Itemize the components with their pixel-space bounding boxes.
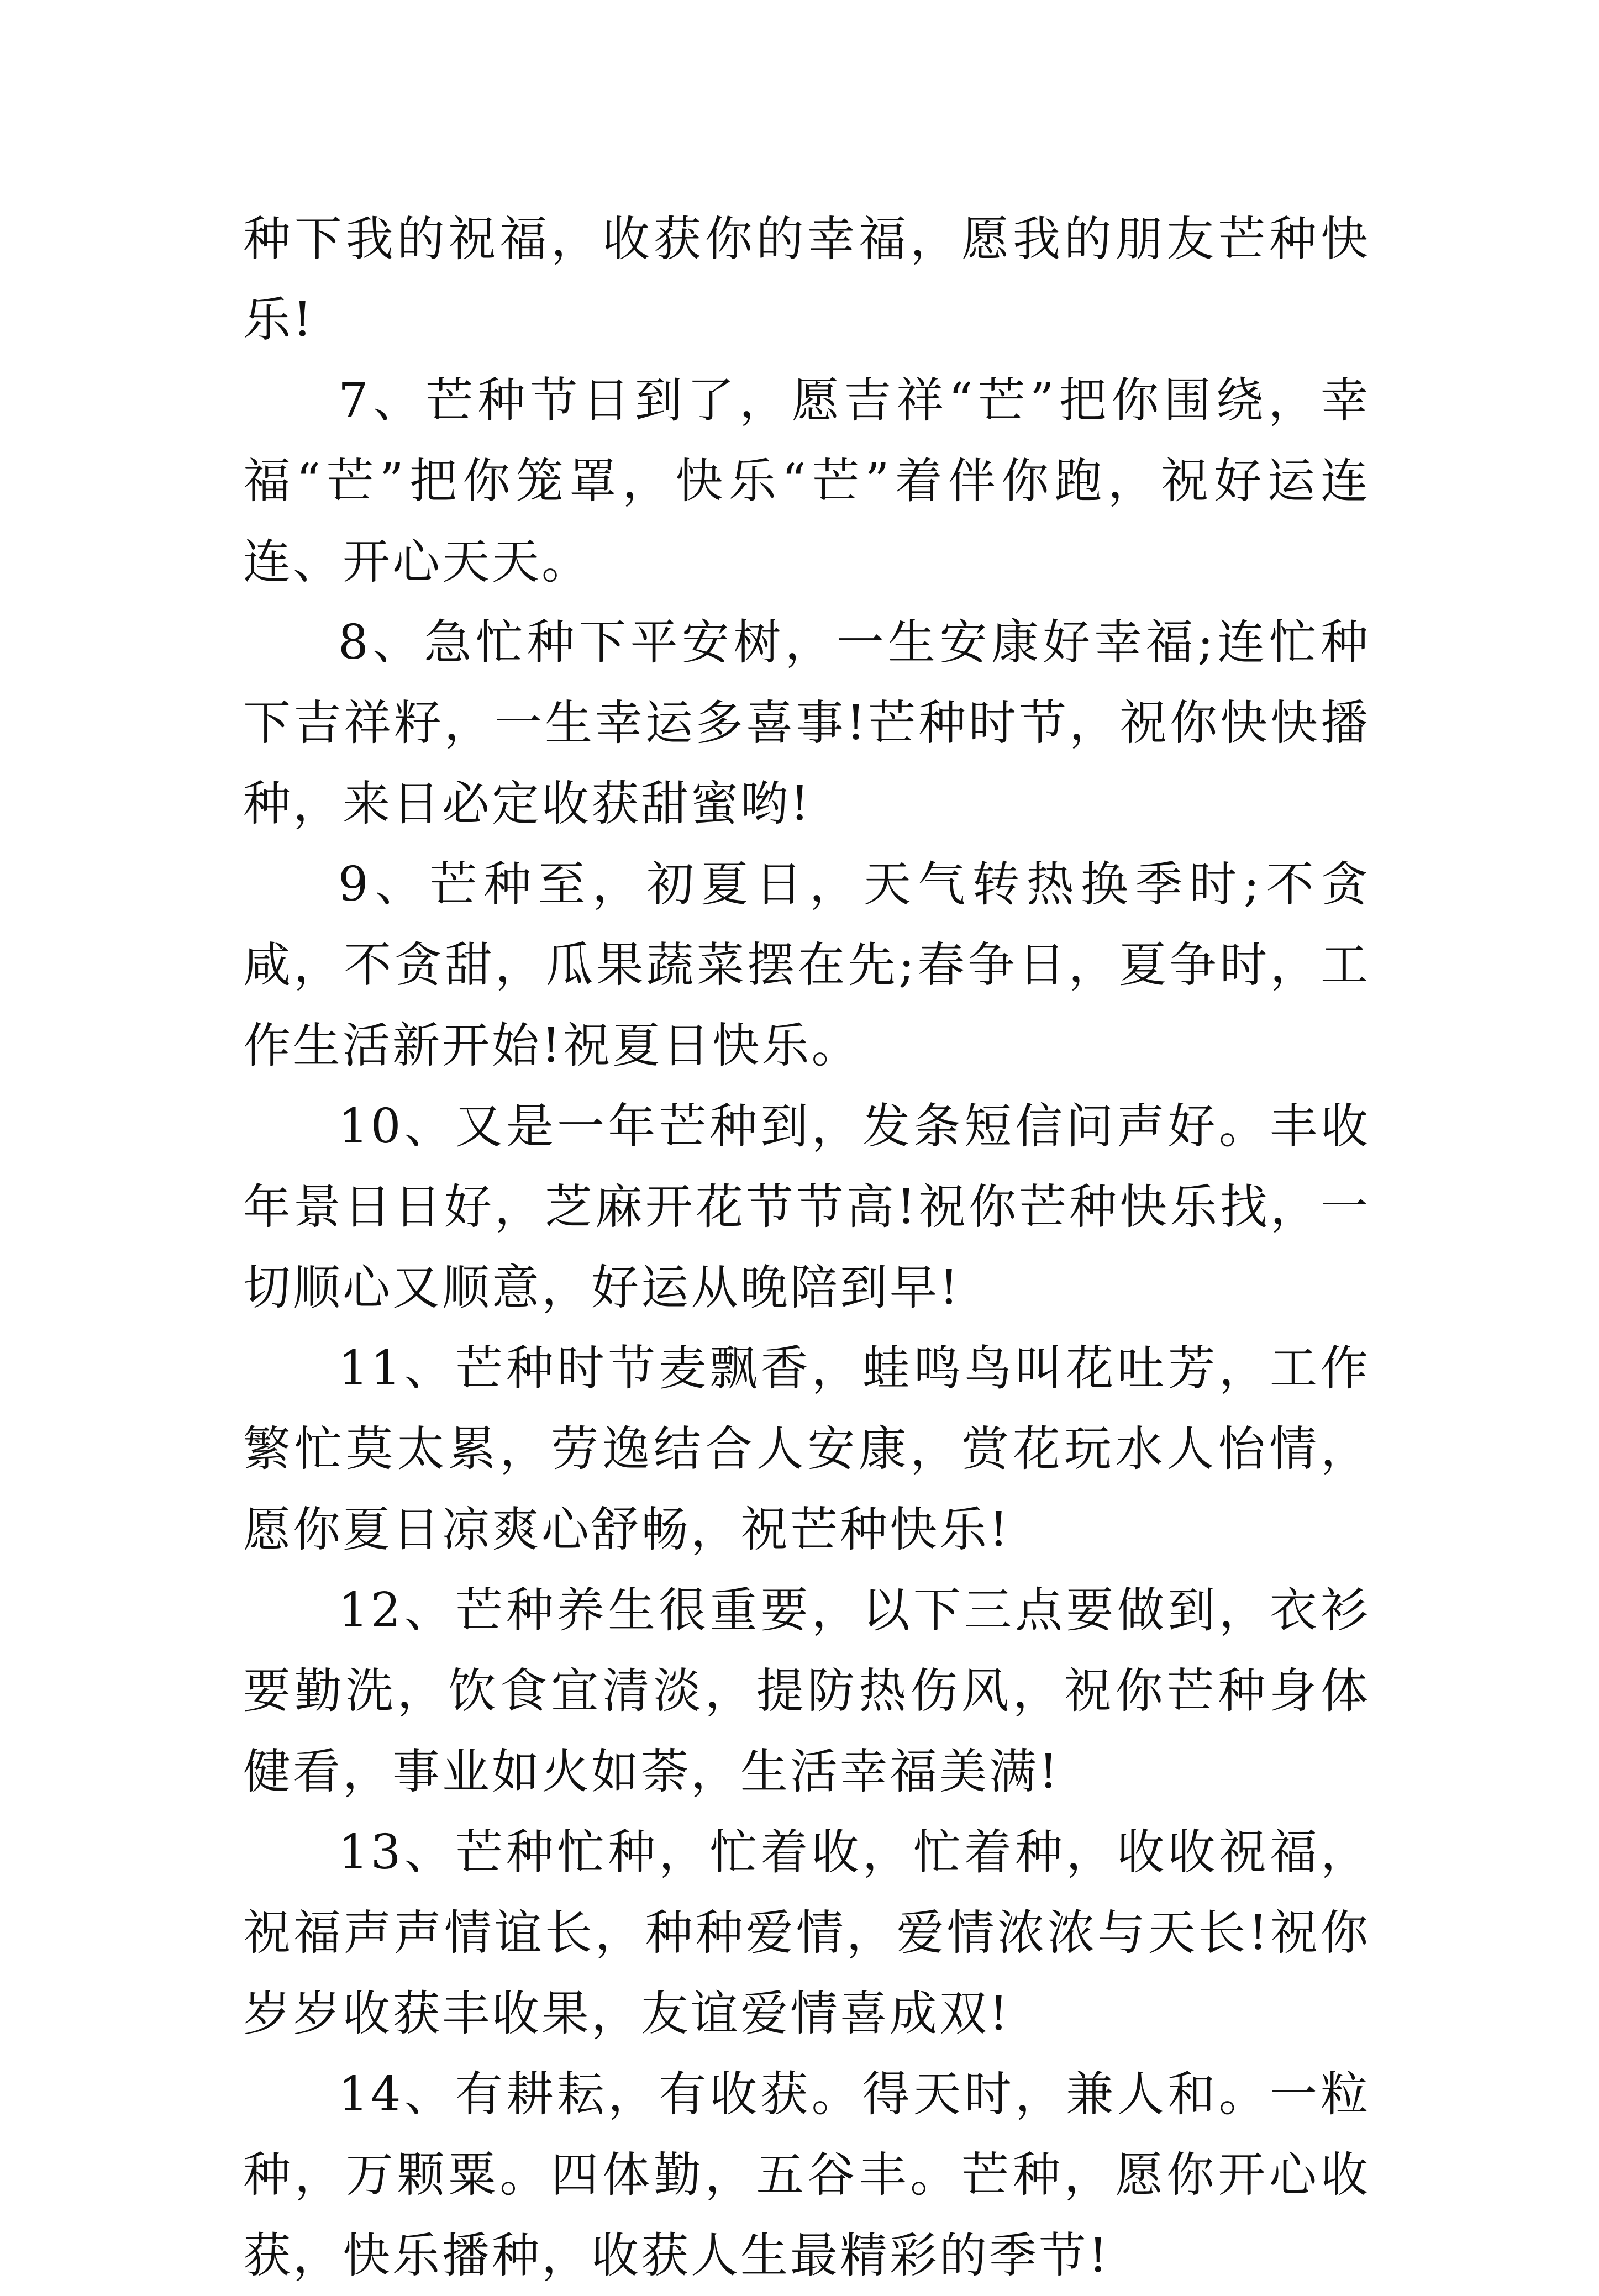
paragraph-13: 13、芒种忙种，忙着收，忙着种，收收祝福，祝福声声情谊长，种种爱情，爱情浓浓与天长!祝你岁岁收获丰收果，友谊爱情喜成双! (243, 1825, 1370, 2041)
paragraph-0: 种下我的祝福，收获你的幸福，愿我的朋友芒种快乐! (243, 212, 1370, 347)
paragraph-12: 12、芒种养生很重要，以下三点要做到，衣衫要勤洗，饮食宜清淡，提防热伤风，祝你芒种身体健看，事业如火如荼，生活幸福美满! (243, 1583, 1370, 1799)
paragraph-9: 9、芒种至，初夏日，天气转热换季时;不贪咸，不贪甜，瓜果蔬菜摆在先;春争日，夏争时，工作生活新开始!祝夏日快乐。 (243, 857, 1370, 1073)
paragraph-14: 14、有耕耘，有收获。得天时，兼人和。一粒种，万颗粟。四体勤，五谷丰。芒种，愿你开心收获，快乐播种，收获人生最精彩的季节! (243, 2067, 1370, 2283)
paragraph-11: 11、芒种时节麦飘香，蛙鸣鸟叫花吐芳，工作繁忙莫太累，劳逸结合人安康，赏花玩水人怡情，愿你夏日凉爽心舒畅，祝芒种快乐! (243, 1341, 1370, 1557)
paragraph-10: 10、又是一年芒种到，发条短信问声好。丰收年景日日好，芝麻开花节节高!祝你芒种快乐找，一切顺心又顺意，好运从晚陪到早! (243, 1099, 1370, 1315)
paragraph-7: 7、芒种节日到了，愿吉祥“芒”把你围绕，幸福“芒”把你笼罩，快乐“芒”着伴你跑，祝好运连连、开心天天。 (243, 373, 1370, 589)
paragraph-8: 8、急忙种下平安树，一生安康好幸福;连忙种下吉祥籽，一生幸运多喜事!芒种时节，祝你快快播种，来日必定收获甜蜜哟! (243, 615, 1370, 831)
document-body (243, 199, 1370, 2296)
